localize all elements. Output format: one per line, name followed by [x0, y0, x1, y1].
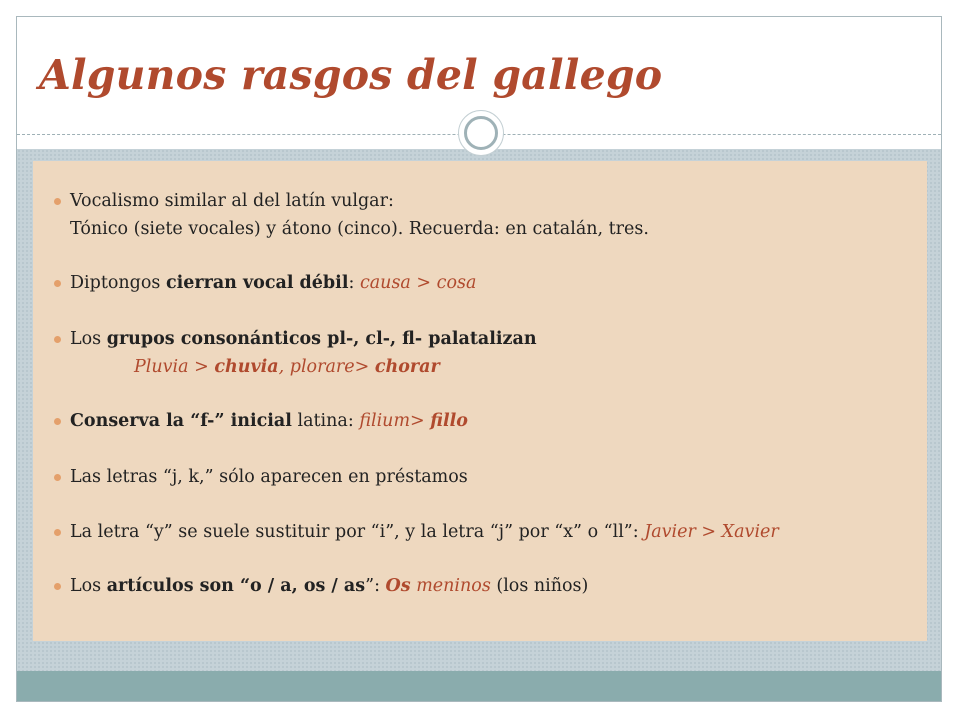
item-text: Tónico (siete vocales) y átono (cinco). Recuerda: en catalán, tres.: [70, 219, 649, 239]
item-bold-text: grupos consonánticos pl-, cl-, fl- palatalizan: [106, 329, 537, 349]
list-item: [70, 325, 900, 381]
bullet-icon: [54, 418, 61, 425]
list-item: [70, 187, 900, 243]
item-text: Los: [70, 329, 107, 349]
bullet-icon: [54, 583, 61, 590]
item-example: filium>: [359, 411, 431, 431]
item-text: La letra “y” se suele sustituir por “i”, y la letra “j” por “x” o “ll”:: [70, 522, 645, 542]
list-item: [70, 269, 900, 297]
slide-title: Algunos rasgos del gallego: [39, 51, 663, 99]
item-text: :: [348, 273, 360, 293]
list-item: [70, 463, 900, 491]
item-example: meninos: [410, 576, 491, 596]
item-example: Javier > Xavier: [644, 522, 779, 542]
item-text: Las letras “j, k,” sólo aparecen en préstamos: [70, 467, 468, 487]
list-item: [70, 407, 900, 435]
item-bold-text: artículos son “o / a, os / as: [106, 576, 366, 596]
content-panel: [33, 161, 927, 641]
bullet-icon: [54, 280, 61, 287]
item-example-result: chorar: [374, 357, 440, 377]
list-item: [70, 518, 900, 546]
item-text: latina:: [291, 411, 360, 431]
item-bold-text: Conserva la “f-” inicial: [70, 411, 292, 431]
item-example-result: Os: [385, 576, 411, 596]
item-text: Los: [70, 576, 107, 596]
item-text: (los niños): [490, 576, 589, 596]
footer-bar: [17, 671, 941, 702]
circle-ornament-ring: [464, 116, 498, 150]
item-example-result: fillo: [430, 411, 468, 431]
bullet-icon: [54, 198, 61, 205]
bullet-icon: [54, 474, 61, 481]
item-example: Pluvia >: [134, 357, 215, 377]
item-example: causa > cosa: [359, 273, 477, 293]
item-text: Vocalismo similar al del latín vulgar:: [70, 191, 394, 211]
list-item: [70, 572, 900, 600]
item-example: , plorare>: [278, 357, 375, 377]
item-text: ”:: [365, 576, 386, 596]
slide-frame: [16, 16, 942, 702]
bullet-icon: [54, 336, 61, 343]
item-example-result: chuvia: [214, 357, 279, 377]
circle-ornament: [458, 110, 504, 156]
bullet-icon: [54, 529, 61, 536]
item-bold-text: cierran vocal débil: [165, 273, 349, 293]
item-text: Diptongos: [70, 273, 166, 293]
